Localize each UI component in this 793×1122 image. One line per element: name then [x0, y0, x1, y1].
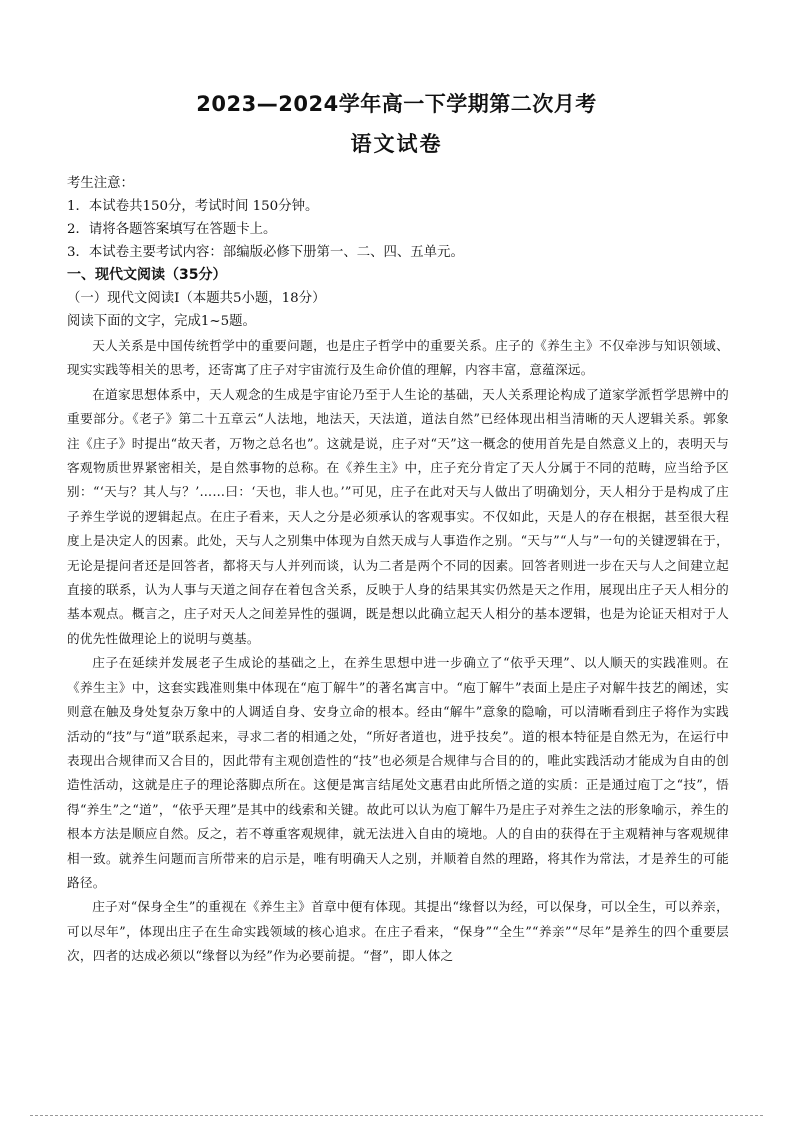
notice-item: 1．本试卷共150分，考试时间 150分钟。 [67, 199, 319, 214]
exam-content [67, 172, 729, 969]
reading-passage [67, 334, 729, 969]
passage-paragraph: 天人关系是中国传统哲学中的重要问题，也是庄子哲学中的重要关系。庄子的《养生主》不仅牵涉与知识领域、现实实践等相关的思考，还寄寓了庄子对宇宙流行及生命价值的理解，内容丰富，意蕴深远。 [67, 338, 729, 378]
notice-item: 2．请将各题答案填写在答题卡上。 [67, 222, 277, 237]
page-bottom-divider [30, 1115, 763, 1116]
passage-paragraph: 庄子在延续并发展老子生成论的基础之上，在养生思想中进一步确立了“依乎天理”、以人顺天的实践准则。在《养生主》中，这套实践准则集中体现在“庖丁解牛”的著名寓言中。“庖丁解牛”表面上是庄子对解牛技艺的阐述，实则意在触及身处复杂万象中的人调适自身、安身立命的根本。经由“解牛”意象的隐喻，可以清晰看到庄子将作为实践活动的“技”与“道”联系起来，寻求二者的相通之处，“所好者道也，进乎技矣”。道的根本特征是自然无为，在运行中表现出合规律而又合目的，因此带有主观创造性的“技”也必须是合规律与合目的的，唯此实践活动才能成为自由的创造性活动，这就是庄子的理论落脚点所在。这便是寓言结尾处文惠君由此所悟之道的实质：正是通过庖丁之“技”，悟得“养生”之“道”，“依乎天理”是其中的线索和关键。故此可以认为庖丁解牛乃是庄子对养生之法的形象喻示，养生的根本方法是顺应自然。反之，若不尊重客观规律，就无法进入自由的境地。人的自由的获得在于主观精神与客观规律相一致。就养生问题而言所带来的启示是，唯有明确天人之别，并顺着自然的理路，将其作为常法，才是养生的可能路径。 [67, 655, 729, 890]
exam-title: 2023—2024学年高一下学期第二次月考 [196, 92, 597, 116]
passage-paragraph: 在道家思想体系中，天人观念的生成是宇宙论乃至于人生论的基础，天人关系理论构成了道家学派哲学思辨中的重要部分。《老子》第二十五章云“人法地，地法天，天法道，道法自然”已经体现出相当清晰的天人逻辑关系。郭象注《庄子》时提出“故天者，万物之总名也”。这就是说，庄子对“天”这一概念的使用首先是自然意义上的，表明天与客观物质世界紧密相关，是自然事物的总称。在《养生主》中，庄子充分肯定了天人分属于不同的范畴，应当给予区别：“‘天与？其人与？’……曰：‘天也，非人也。’”可见，庄子在此对天与人做出了明确划分，天人相分于是构成了庄子养生学说的逻辑起点。在庄子看来，天人之分是必须承认的客观事实。不仅如此，天是人的存在根据，甚至很大程度上是决定人的因素。此处，天与人之别集中体现为自然天成与人事造作之别。“天与”“人与”一句的关键逻辑在于，无论是提问者还是回答者，都将天与人并列而谈，认为二者是两个不同的因素。回答者则进一步在天与人之间建立起直接的联系，认为人事与天道之间存在着包含关系，反映于人身的结果其实仍然是天之作用，展现出庄子天人相分的基本观点。概言之，庄子对天人之间差异性的强调，既是想以此确立起天人相分的基本逻辑，也是为论证天相对于人的优先性做理论上的说明与奠基。 [67, 386, 729, 646]
passage-paragraph: 庄子对“保身全生”的重视在《养生主》首章中便有体现。其提出“缘督以为经，可以保身，可以全生，可以养亲，可以尽年”，体现出庄子在生命实践领域的核心追求。在庄子看来，“保身”“全生”“养亲”“尽年”是养生的四个重要层次，四者的达成必须以“缘督以为经”作为必要前提。“督”，即人体之 [67, 899, 729, 964]
notice-item: 3．本试卷主要考试内容：部编版必修下册第一、二、四、五单元。 [67, 245, 464, 260]
notice-heading: 考生注意： [67, 176, 134, 191]
reading-instruction: 阅读下面的文字，完成1~5题。 [67, 314, 256, 329]
exam-subtitle: 语文试卷 [350, 132, 443, 156]
section-title: 一、现代文阅读（35分） [67, 267, 227, 283]
section-subtitle: （一）现代文阅读Ⅰ（本题共5小题，18分） [67, 291, 326, 306]
